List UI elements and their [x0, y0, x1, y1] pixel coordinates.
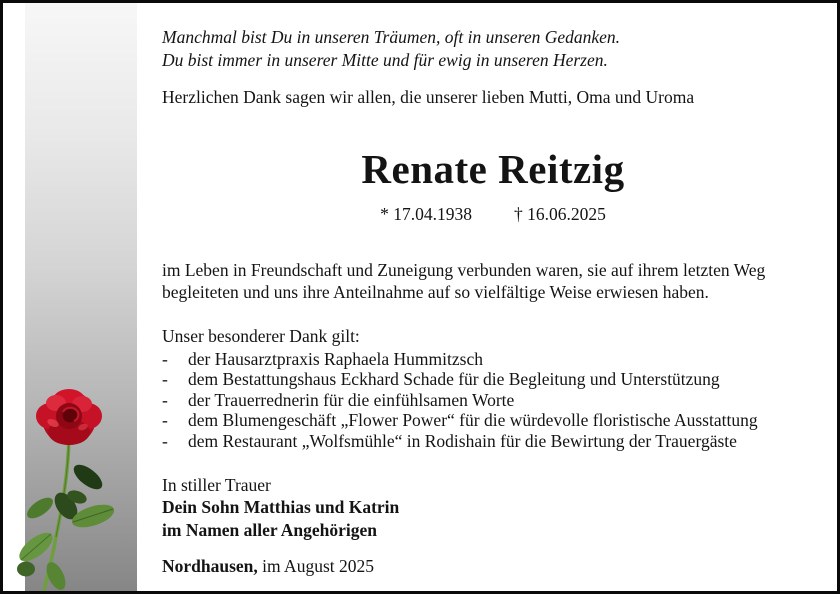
dash-bullet: - [162, 430, 168, 451]
body-line-1: im Leben in Freundschaft und Zuneigung verbunden waren, sie auf ihrem letzten Weg [162, 260, 766, 280]
thanks-item-text: dem Blumengeschäft „Flower Power“ für die würdevolle floristische Ausstattung [188, 410, 758, 431]
closing-line-2: Dein Sohn Matthias und Katrin [162, 497, 400, 518]
deceased-name: Renate Reitzig [361, 146, 625, 192]
place-date-line [162, 555, 824, 577]
closing-line-1: In stiller Trauer [162, 475, 271, 495]
intro-line: Herzlichen Dank sagen wir allen, die unserer lieben Mutti, Oma und Uroma [162, 87, 695, 107]
date-text: im August 2025 [257, 556, 374, 576]
life-dates [162, 203, 824, 225]
thanks-item [162, 390, 824, 410]
dash-bullet: - [162, 369, 168, 390]
dash-bullet: - [162, 389, 168, 410]
text-column [162, 3, 824, 591]
rose-image [9, 385, 115, 594]
thanks-item [162, 349, 824, 369]
body-line-2: begleiteten und uns ihre Anteilnahme auf so vielfältige Weise erwiesen haben. [162, 282, 709, 302]
closing-line-3: im Namen aller Angehörigen [162, 519, 378, 540]
thanks-item [162, 431, 824, 451]
thanks-item [162, 369, 824, 389]
place-name: Nordhausen, [162, 556, 258, 576]
birth-date: * 17.04.1938 [380, 204, 472, 224]
closing-block [162, 474, 824, 541]
dash-bullet: - [162, 349, 168, 369]
epigraph-line-1: Manchmal bist Du in unseren Träumen, oft in unseren Gedanken. [162, 27, 621, 47]
thanks-item [162, 410, 824, 430]
epigraph [162, 26, 824, 72]
dash-bullet: - [162, 410, 168, 431]
death-date: † 16.06.2025 [514, 204, 606, 224]
epigraph-line-2: Du bist immer in unserer Mitte und für ewig in unseren Herzen. [162, 50, 608, 70]
thanks-item-text: der Hausarztpraxis Raphaela Hummitzsch [188, 349, 483, 369]
thanks-list [162, 349, 824, 451]
thanks-item-text: dem Restaurant „Wolfsmühle“ in Rodishain für die Bewirtung der Trauergäste [188, 430, 737, 451]
thanks-heading: Unser besonderer Dank gilt: [162, 326, 360, 346]
thanks-item-text: der Trauerrednerin für die einfühlsamen Worte [188, 389, 515, 410]
thanks-item-text: dem Bestattungshaus Eckhard Schade für die Begleitung und Unterstützung [188, 369, 720, 390]
body-paragraph [162, 259, 824, 303]
